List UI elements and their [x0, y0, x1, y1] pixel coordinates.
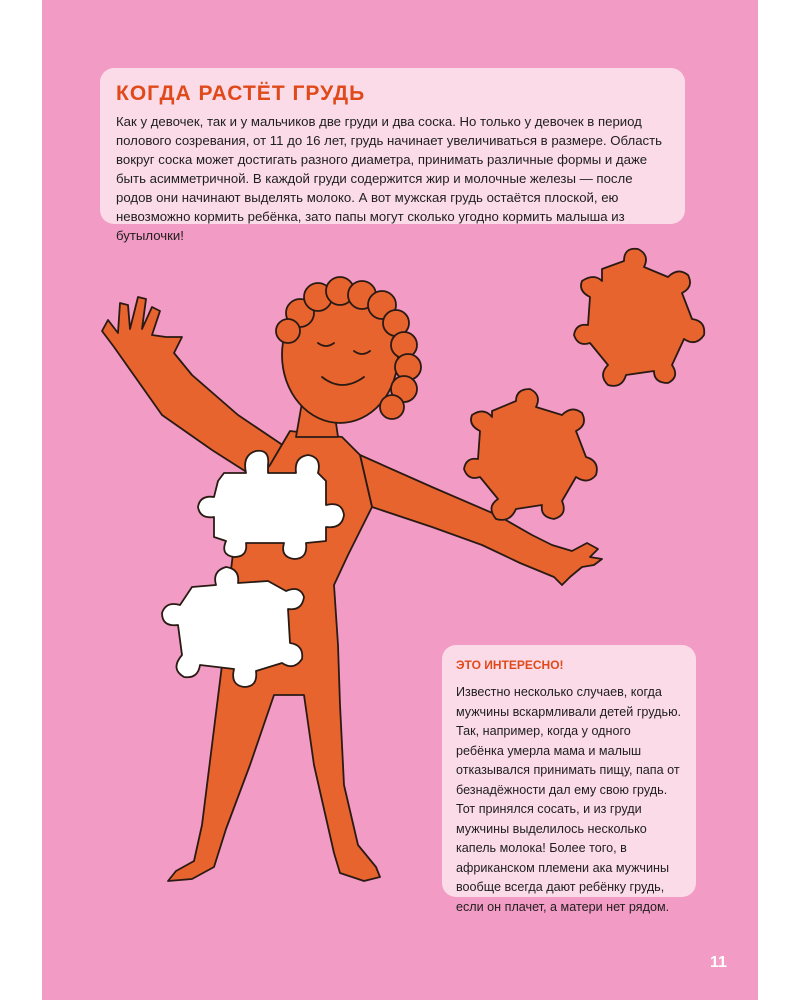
side-box-body-text: Известно несколько случаев, когда мужчины вскармливали детей грудью. Так, например, когда у одного ребёнка умерла мама и малыш отказывался принимать пищу, папа от безнадёжности дал ему свою грудь. Тот принялся сосать, и из груди мужчины выделилось несколько капель молока! Более того, в африканском племени ака мужчины вообще всегда дают ребёнку грудь, если он плачет, а матери нет рядом. [456, 685, 682, 914]
page-number: 11 [710, 954, 727, 971]
puzzle-piece-floating-middle [464, 389, 597, 520]
info-box-interesting-fact [442, 645, 696, 914]
puzzle-piece-floating-top [574, 249, 704, 386]
info-box-breast-growth [100, 68, 685, 243]
side-box-title: ЭТО ИНТЕРЕСНО! [456, 658, 564, 672]
page [42, 0, 758, 1000]
section-title: КОГДА РАСТЁТ ГРУДЬ [116, 82, 366, 105]
section-body-text: Как у девочек, так и у мальчиков две груди и два соска. Но только у девочек в период полового созревания, от 11 до 16 лет, грудь начинает увеличиваться в размере. Область вокруг соска может достигать разного диаметра, принимать различные формы и даже быть асимметричной. В каждой груди содержится жир и молочные железы — после родов они начинают выделять молоко. А вот мужская грудь остаётся плоской, ею невозможно кормить ребёнка, зато папы могут сколько угодно кормить малыша из бутылочки! [116, 114, 663, 243]
